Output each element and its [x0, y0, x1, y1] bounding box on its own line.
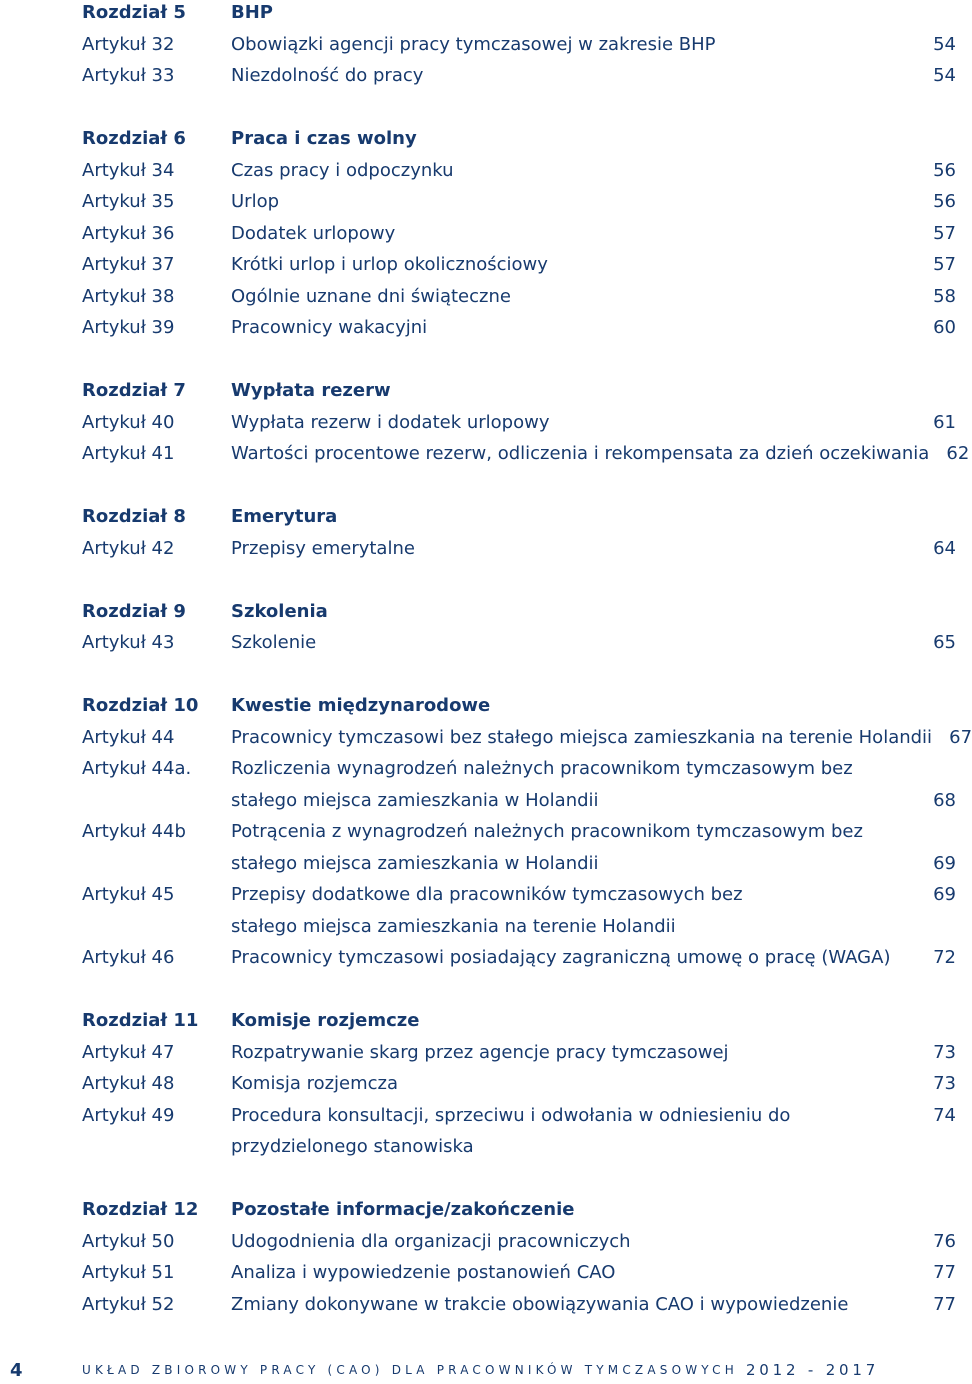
toc-entry[interactable] — [82, 60, 956, 92]
article-title — [231, 438, 929, 470]
page-number: 4 — [10, 1359, 23, 1381]
toc-entry[interactable] — [82, 438, 970, 470]
toc-entry[interactable] — [82, 722, 972, 754]
toc-entry[interactable] — [82, 533, 956, 565]
article-title-line: Udogodnienia dla organizacji pracowniczych — [231, 1230, 631, 1252]
article-number: Artykuł 38 — [82, 285, 175, 307]
toc-entry[interactable] — [82, 942, 956, 974]
article-title — [231, 879, 916, 942]
article-number: Artykuł 36 — [82, 222, 175, 244]
chapter-number: Rozdział 10 — [82, 695, 199, 716]
article-title-line: stałego miejsca zamieszkania na terenie Holandii — [231, 915, 676, 937]
article-number: Artykuł 48 — [82, 1073, 175, 1094]
page-ref — [916, 155, 956, 187]
page-ref — [916, 1037, 956, 1069]
article-title — [231, 942, 916, 974]
page-ref-number: 62 — [946, 443, 970, 464]
article-title-line: Wypłata rezerw i dodatek urlopowy — [231, 411, 550, 433]
page-ref — [932, 722, 972, 754]
chapter-number: Rozdział 12 — [82, 1199, 199, 1220]
page-ref — [929, 438, 969, 470]
page-ref — [916, 29, 956, 61]
page-ref-number: 65 — [933, 632, 956, 653]
article-title — [231, 1226, 916, 1258]
toc-entry[interactable] — [82, 1100, 956, 1163]
chapter-title: Pozostałe informacje/zakończenie — [231, 1199, 575, 1220]
article-number: Artykuł 50 — [82, 1230, 175, 1252]
toc-entry[interactable] — [82, 753, 956, 816]
chapter-heading — [82, 0, 956, 29]
toc-section — [82, 0, 956, 92]
page-ref — [916, 312, 956, 344]
chapter-number: Rozdział 8 — [82, 506, 186, 527]
article-title — [231, 1100, 916, 1163]
article-title — [231, 1289, 916, 1321]
page-ref-number: 73 — [933, 1073, 956, 1094]
article-title — [231, 533, 916, 565]
article-title-line: stałego miejsca zamieszkania w Holandii — [231, 852, 599, 874]
page-ref-number: 54 — [933, 65, 956, 86]
article-title-line: Przepisy emerytalne — [231, 537, 415, 559]
article-title-line: Procedura konsultacji, sprzeciwu i odwołania w odniesieniu do — [231, 1104, 791, 1126]
page-ref — [916, 1068, 956, 1100]
toc-entry[interactable] — [82, 281, 956, 313]
article-title — [231, 186, 916, 218]
chapter-number: Rozdział 5 — [82, 2, 186, 23]
toc-entry[interactable] — [82, 407, 956, 439]
toc-entry[interactable] — [82, 879, 956, 942]
chapter-number: Rozdział 7 — [82, 380, 186, 401]
article-title — [231, 1257, 916, 1289]
page-ref-number: 56 — [933, 159, 956, 181]
article-title — [231, 1037, 916, 1069]
page-ref-number: 77 — [933, 1262, 956, 1283]
toc-entry[interactable] — [82, 218, 956, 250]
page-ref-number: 60 — [933, 317, 956, 338]
article-title-line: Przepisy dodatkowe dla pracowników tymczasowych bez — [231, 884, 743, 905]
article-number: Artykuł 49 — [82, 1104, 175, 1126]
article-number: Artykuł 46 — [82, 947, 175, 968]
article-title-line: Rozpatrywanie skarg przez agencje pracy tymczasowej — [231, 1041, 729, 1063]
article-title-line: Pracownicy tymczasowi bez stałego miejsca zamieszkania na terenie Holandii — [231, 726, 933, 748]
article-title — [231, 753, 916, 816]
page-ref — [916, 879, 956, 911]
article-title-line: Wartości procentowe rezerw, odliczenia i rekompensata za dzień oczekiwania — [231, 443, 930, 464]
toc-section — [82, 1005, 956, 1163]
article-number: Artykuł 47 — [82, 1041, 175, 1063]
page-ref-number: 69 — [933, 852, 956, 874]
page-ref-number: 73 — [933, 1041, 956, 1063]
page-ref-number: 74 — [933, 1104, 956, 1126]
chapter-title: BHP — [231, 2, 273, 23]
article-number: Artykuł 33 — [82, 65, 175, 86]
page-ref — [916, 60, 956, 92]
page-ref-number: 64 — [933, 537, 956, 559]
page-ref-number: 77 — [933, 1293, 956, 1315]
page-ref-number: 58 — [933, 285, 956, 307]
toc-section — [82, 690, 972, 974]
article-title-line: Pracownicy wakacyjni — [231, 317, 428, 338]
toc-entry[interactable] — [82, 816, 956, 879]
toc-entry[interactable] — [82, 1226, 956, 1258]
article-title — [231, 312, 916, 344]
chapter-heading — [82, 1194, 956, 1226]
page-ref — [916, 281, 956, 313]
chapter-number: Rozdział 11 — [82, 1010, 199, 1031]
article-number: Artykuł 44b — [82, 821, 186, 842]
chapter-heading — [82, 596, 956, 628]
page-ref-number: 68 — [933, 789, 956, 811]
toc-entry[interactable] — [82, 312, 956, 344]
toc-entry[interactable] — [82, 29, 956, 61]
toc-section — [82, 375, 970, 470]
chapter-title: Praca i czas wolny — [231, 128, 417, 149]
article-title — [231, 218, 916, 250]
article-title — [231, 29, 916, 61]
article-title-line: Komisja rozjemcza — [231, 1073, 399, 1094]
chapter-heading — [82, 690, 956, 722]
chapter-heading — [82, 375, 956, 407]
page-ref — [916, 1289, 956, 1321]
page-ref — [916, 186, 956, 218]
article-title — [231, 281, 916, 313]
article-number: Artykuł 40 — [82, 411, 175, 433]
article-number: Artykuł 44a. — [82, 758, 192, 779]
page-ref-number: 61 — [933, 411, 956, 433]
article-title — [231, 1068, 916, 1100]
toc-section — [82, 1194, 956, 1320]
toc-entry[interactable] — [82, 1037, 956, 1069]
article-title-line: Obowiązki agencji pracy tymczasowej w zakresie BHP — [231, 33, 716, 55]
page-ref-number: 69 — [933, 884, 956, 905]
page-ref — [916, 1257, 956, 1289]
page-ref-number: 76 — [933, 1230, 956, 1252]
article-title — [231, 249, 916, 281]
article-title — [231, 816, 916, 879]
article-number: Artykuł 51 — [82, 1262, 175, 1283]
page-ref — [916, 1100, 956, 1132]
article-title-line: Dodatek urlopowy — [231, 222, 396, 244]
toc-entry[interactable] — [82, 186, 956, 218]
article-number: Artykuł 34 — [82, 159, 175, 181]
chapter-number: Rozdział 9 — [82, 600, 186, 622]
toc-entry[interactable] — [82, 1068, 956, 1100]
article-title — [231, 407, 916, 439]
article-title-line: Urlop — [231, 191, 280, 212]
page-ref — [916, 533, 956, 565]
page-ref — [916, 627, 956, 659]
page-ref-number: 57 — [933, 254, 956, 275]
article-number: Artykuł 44 — [82, 726, 175, 748]
article-title-line: stałego miejsca zamieszkania w Holandii — [231, 789, 599, 811]
page-ref-number: 57 — [933, 222, 956, 244]
article-number: Artykuł 42 — [82, 537, 175, 559]
article-title-line: Potrącenia z wynagrodzeń należnych pracownikom tymczasowym bez — [231, 821, 863, 842]
table-of-contents — [82, 0, 972, 1352]
article-title-line: Czas pracy i odpoczynku — [231, 159, 454, 181]
article-title — [231, 722, 932, 754]
article-title — [231, 60, 916, 92]
toc-section — [82, 596, 956, 659]
article-title-line: Rozliczenia wynagrodzeń należnych pracownikom tymczasowym bez — [231, 758, 853, 779]
article-number: Artykuł 41 — [82, 443, 175, 464]
page-ref — [916, 816, 956, 879]
page-ref — [916, 942, 956, 974]
page-ref — [916, 753, 956, 816]
article-number: Artykuł 52 — [82, 1293, 175, 1315]
chapter-title: Kwestie międzynarodowe — [231, 695, 491, 716]
page-ref-number: 72 — [933, 947, 956, 968]
toc-section — [82, 501, 956, 564]
page-ref — [916, 1226, 956, 1258]
toc-entry[interactable] — [82, 249, 956, 281]
article-title-line: Niezdolność do pracy — [231, 65, 424, 86]
article-number: Artykuł 43 — [82, 632, 175, 653]
article-title-line: Ogólnie uznane dni świąteczne — [231, 285, 511, 307]
article-number: Artykuł 35 — [82, 191, 175, 212]
page-footer — [10, 1356, 950, 1384]
page-ref — [916, 249, 956, 281]
article-number: Artykuł 39 — [82, 317, 175, 338]
page-ref-number: 56 — [933, 191, 956, 212]
toc-entry[interactable] — [82, 1257, 956, 1289]
toc-section — [82, 123, 956, 344]
page-ref — [916, 407, 956, 439]
article-title — [231, 155, 916, 187]
article-title-line: Analiza i wypowiedzenie postanowień CAO — [231, 1262, 616, 1283]
chapter-heading — [82, 123, 956, 155]
footer-years: 2012 - 2017 — [745, 1361, 880, 1379]
article-title-line: Krótki urlop i urlop okolicznościowy — [231, 254, 548, 275]
chapter-heading — [82, 1005, 956, 1037]
article-title-line: Szkolenie — [231, 632, 317, 653]
page-ref-number: 67 — [949, 726, 972, 748]
chapter-title: Emerytura — [231, 506, 338, 527]
article-number: Artykuł 45 — [82, 884, 175, 905]
page-ref-number: 54 — [933, 33, 956, 55]
article-number: Artykuł 32 — [82, 33, 175, 55]
chapter-title: Szkolenia — [231, 600, 328, 622]
article-title-line: przydzielonego stanowiska — [231, 1136, 474, 1157]
chapter-heading — [82, 501, 956, 533]
article-number: Artykuł 37 — [82, 254, 175, 275]
article-title-line: Zmiany dokonywane w trakcie obowiązywania CAO i wypowiedzenie — [231, 1293, 849, 1315]
article-title-line: Pracownicy tymczasowi posiadający zagraniczną umowę o pracę (WAGA) — [231, 947, 891, 968]
toc-entry[interactable] — [82, 155, 956, 187]
chapter-number: Rozdział 6 — [82, 128, 186, 149]
page-ref — [916, 218, 956, 250]
toc-entry[interactable] — [82, 627, 956, 659]
toc-entry[interactable] — [82, 1289, 956, 1321]
article-title — [231, 627, 916, 659]
footer-title: UKŁAD ZBIOROWY PRACY (CAO) DLA PRACOWNIKÓW TYMCZASOWYCH — [82, 1363, 738, 1377]
chapter-title: Wypłata rezerw — [231, 380, 391, 401]
chapter-title: Komisje rozjemcze — [231, 1010, 420, 1031]
